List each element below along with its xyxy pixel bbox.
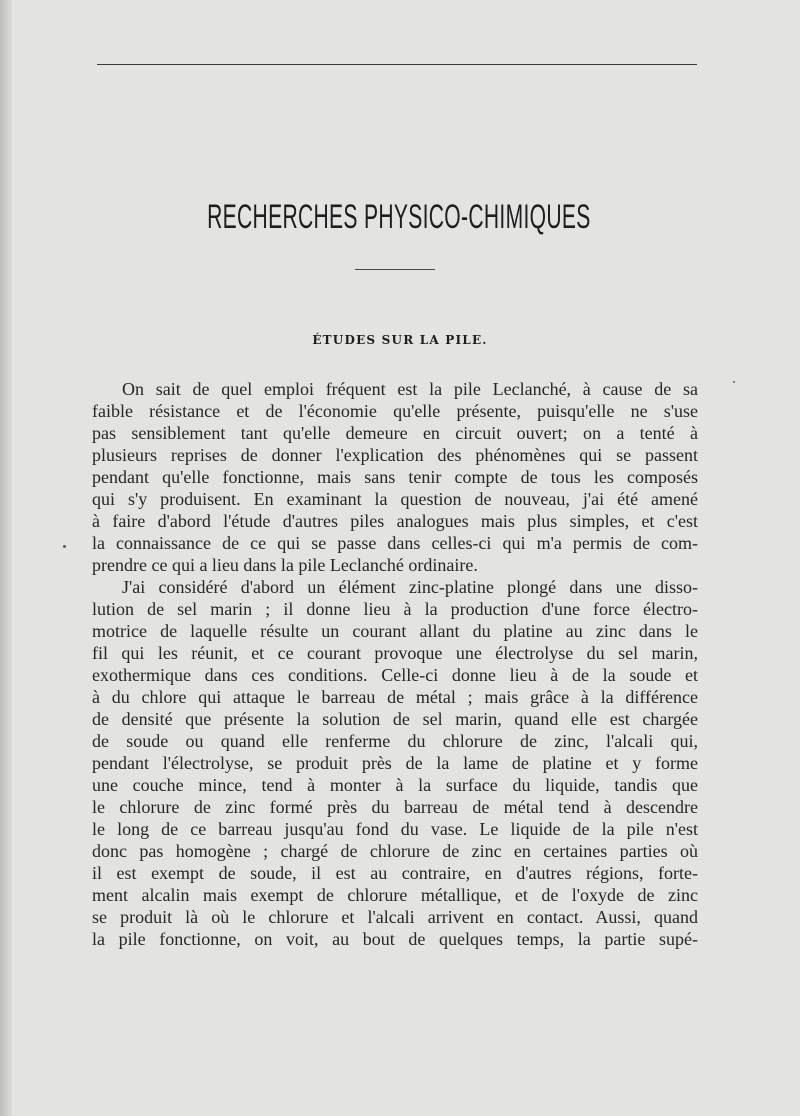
text-line: plusieurs reprises de donner l'explication des phénomènes qui se passent	[92, 445, 698, 465]
text-line: la connaissance de ce qui se passe dans celles-ci qui m'a permis de com-	[92, 533, 698, 553]
text-line: de soude ou quand elle renferme du chlorure de zinc, l'alcali qui,	[92, 731, 698, 751]
text-line: se produit là où le chlorure et l'alcali arrivent en contact. Aussi, quand	[92, 907, 698, 927]
text-line: J'ai considéré d'abord un élément zinc-platine plongé dans une disso-	[122, 577, 698, 597]
text-line: qui s'y produisent. En examinant la question de nouveau, j'ai été amené	[92, 489, 698, 509]
text-line: il est exempt de soude, il est au contraire, en d'autres régions, forte-	[92, 863, 698, 883]
text-line: de densité que présente la solution de sel marin, quand elle est chargée	[92, 709, 698, 729]
body-text	[92, 378, 698, 950]
text-line: prendre ce qui a lieu dans la pile Leclanché ordinaire.	[92, 555, 478, 575]
text-line: le long de ce barreau jusqu'au fond du vase. Le liquide de la pile n'est	[92, 819, 698, 839]
text-line: donc pas homogène ; chargé de chlorure de zinc en certaines parties où	[92, 841, 698, 861]
text-line: une couche mince, tend à monter à la surface du liquide, tandis que	[92, 775, 698, 795]
header-rule	[97, 64, 697, 65]
text-line: ment alcalin mais exempt de chlorure métallique, et de l'oxyde de zinc	[92, 885, 698, 905]
text-line: le chlorure de zinc formé près du barreau de métal tend à descendre	[92, 797, 698, 817]
chapter-title: RECHERCHES PHYSICO-CHIMIQUES	[207, 198, 591, 236]
text-line: fil qui les réunit, et ce courant provoque une électrolyse du sel marin,	[92, 643, 698, 663]
paper-speck	[733, 381, 735, 383]
text-line: exothermique dans ces conditions. Celle-ci donne lieu à de la soude et	[92, 665, 698, 685]
text-line: pendant qu'elle fonctionne, mais sans tenir compte de tous les composés	[92, 467, 698, 487]
text-line: la pile fonctionne, on voit, au bout de quelques temps, la partie supé-	[92, 929, 698, 949]
text-line: à faire d'abord l'étude d'autres piles analogues mais plus simples, et c'est	[92, 511, 698, 531]
text-line: à du chlore qui attaque le barreau de métal ; mais grâce à la différence	[92, 687, 698, 707]
text-line: pendant l'électrolyse, se produit près de la lame de platine et y forme	[92, 753, 698, 773]
section-heading: ÉTUDES SUR LA PILE.	[312, 333, 488, 347]
text-line: On sait de quel emploi fréquent est la pile Leclanché, à cause de sa	[122, 379, 698, 399]
text-line: faible résistance et de l'économie qu'elle présente, puisqu'elle ne s'use	[92, 401, 698, 421]
page-gutter-shadow	[0, 0, 12, 1116]
text-line: lution de sel marin ; il donne lieu à la production d'une force électro-	[92, 599, 698, 619]
title-divider	[355, 269, 435, 270]
text-line: pas sensiblement tant qu'elle demeure en circuit ouvert; on a tenté à	[92, 423, 698, 443]
text-line: motrice de laquelle résulte un courant allant du platine au zinc dans le	[92, 621, 698, 641]
paper-speck	[63, 545, 66, 548]
